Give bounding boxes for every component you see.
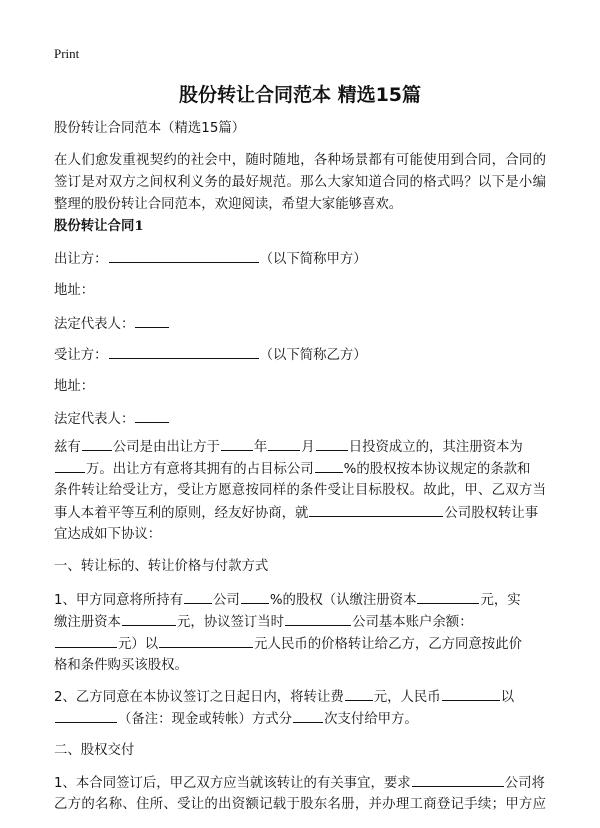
blank	[241, 589, 269, 604]
blank	[159, 633, 253, 648]
p4-line-2: 乙方的名称、住所、受让的出资额记载于股东名册，并办理工商登记手续；甲方应	[54, 797, 546, 812]
p3-line-1	[54, 686, 546, 709]
p1-text: 日投资成立的，其注册资本为	[348, 440, 523, 455]
p4-text: 1、本合同签订后，甲乙双方应当就该转让的有关事宜，要求	[54, 776, 411, 791]
document-subtitle: 股份转让合同范本（精选15篇）	[54, 121, 246, 136]
legal-rep-label-2: 法定代表人：	[54, 412, 135, 427]
document-title: 股份转让合同范本 精选15篇	[178, 84, 422, 106]
p2-text: 缴注册资本	[54, 615, 121, 630]
transferor-blank	[109, 248, 259, 263]
p1-text: 公司是由出让方于	[112, 440, 220, 455]
p2-text: 公司基本账户余额：	[352, 615, 473, 630]
blank	[55, 458, 85, 473]
transferor-note: （以下简称甲方）	[259, 252, 367, 267]
p1-text: 公司股权转让事	[444, 506, 539, 521]
transferee-label: 受让方：	[54, 348, 108, 363]
blank	[309, 502, 443, 517]
p2-line-4: 格和条件购买该股权。	[54, 658, 188, 673]
blank	[268, 436, 300, 451]
p2-line-1	[54, 589, 546, 612]
blank	[184, 589, 212, 604]
legal-rep-blank-2	[135, 408, 169, 423]
p1-text: 事人本着平等互利的原则，经友好协商，就	[54, 506, 309, 521]
intro-line-1: 在人们愈发重视契约的社会中，随时随地，各种场景都有可能使用到合同，合同的	[54, 153, 546, 168]
blank	[315, 458, 343, 473]
p1-line-4	[54, 502, 546, 525]
blank	[345, 686, 373, 701]
p1-line-1	[54, 436, 546, 459]
transferor-row	[54, 248, 546, 271]
intro-line-2: 签订是对双方之间权利义务的最好规范。那么大家知道合同的格式吗？以下是小编	[54, 175, 546, 190]
blank	[55, 633, 117, 648]
transferor-label: 出让方：	[54, 252, 108, 267]
section-title: 股份转让合同1	[54, 218, 144, 234]
p1-text: 万。出让方有意将其拥有的占目标公司	[86, 462, 314, 477]
legal-rep-label: 法定代表人：	[54, 317, 135, 332]
blank	[417, 589, 479, 604]
p3-line-2	[54, 708, 546, 731]
blank	[285, 611, 351, 626]
p1-text: 月	[301, 440, 315, 455]
transferee-note: （以下简称乙方）	[259, 348, 367, 363]
blank	[316, 436, 348, 451]
blank	[412, 772, 504, 787]
address-label-2: 地址：	[54, 379, 95, 394]
p2-text: 公司	[213, 593, 240, 608]
p2-text: 元）以	[118, 637, 159, 652]
p3-text: 以	[500, 690, 515, 705]
blank	[221, 436, 253, 451]
blank	[442, 686, 500, 701]
p2-text: 元，协议签订当时	[176, 615, 285, 630]
transferee-blank	[109, 344, 259, 359]
heading-1: 一、转让标的、转让价格与付款方式	[54, 559, 269, 574]
intro-line-3: 整理的股份转让合同范本，欢迎阅读，希望大家能够喜欢。	[54, 197, 403, 212]
legal-rep-row	[54, 313, 546, 336]
p2-text: %的股权（认缴注册资本	[269, 593, 417, 608]
print-label[interactable]: Print	[54, 46, 80, 61]
p1-text: 年	[253, 440, 268, 455]
legal-rep-row-2	[54, 408, 546, 431]
p3-text: 2、乙方同意在本协议签订之日起日内，将转让费	[54, 690, 344, 705]
p2-text: 元人民币的价格转让给乙方，乙方同意按此价	[254, 637, 522, 652]
p1-text: 兹有	[54, 440, 81, 455]
p2-text: 1、甲方同意将所持有	[54, 593, 184, 608]
p1-line-5: 宜达成如下协议：	[54, 527, 162, 542]
blank	[82, 436, 112, 451]
p2-line-3	[54, 633, 546, 656]
p2-text: 元，实	[480, 593, 521, 608]
address-label: 地址：	[54, 283, 95, 298]
legal-rep-blank	[135, 313, 169, 328]
p3-text: 次支付给甲方。	[324, 712, 418, 727]
p1-text: %的股权按本协议规定的条款和	[343, 462, 531, 477]
blank	[293, 708, 323, 723]
p3-text: 元，人民币	[373, 690, 441, 705]
p1-line-3: 条件转让给受让方，受让方愿意按同样的条件受让目标股权。故此，甲、乙双方当	[54, 483, 546, 498]
p4-text: 公司将	[504, 776, 545, 791]
p1-line-2	[54, 458, 546, 481]
p2-line-2	[54, 611, 546, 634]
transferee-row	[54, 344, 546, 367]
blank	[122, 611, 176, 626]
p3-text: （备注：现金或转帐）方式分	[118, 712, 293, 727]
blank	[55, 708, 117, 723]
p4-line-1	[54, 772, 546, 795]
heading-2: 二、股权交付	[54, 743, 135, 758]
